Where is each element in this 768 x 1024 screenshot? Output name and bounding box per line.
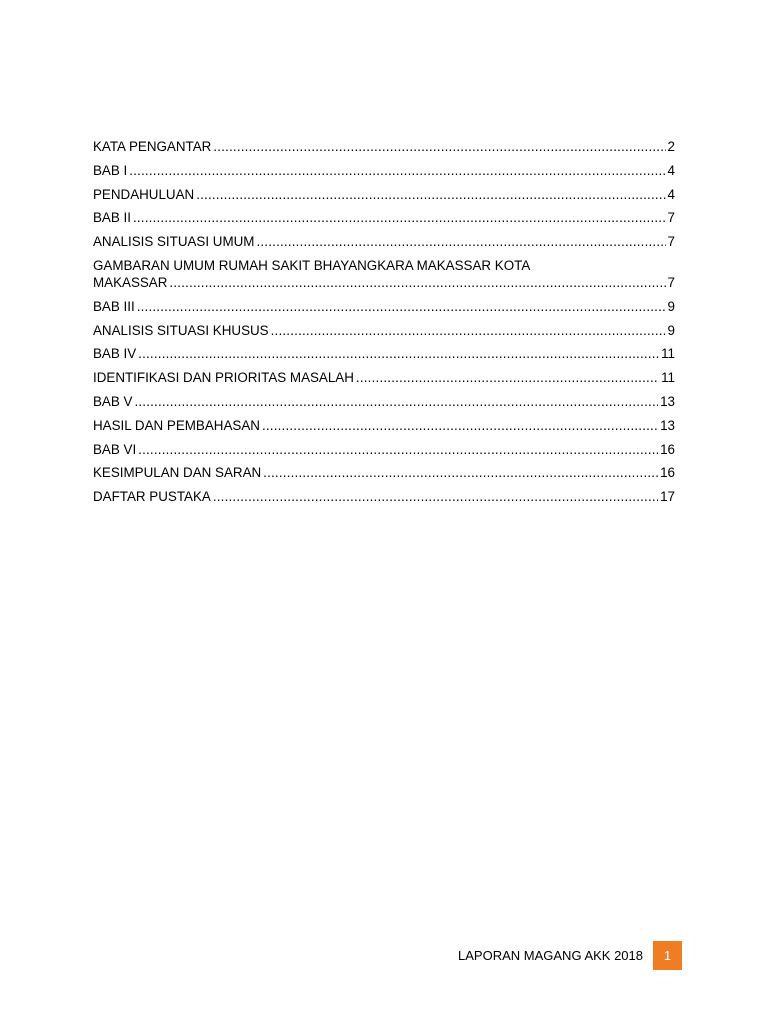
dot-leader <box>133 209 666 226</box>
dot-leader <box>262 417 658 434</box>
toc-entry-page: 7 <box>667 274 675 290</box>
dot-leader <box>129 162 665 179</box>
dot-leader <box>134 393 658 410</box>
dot-leader <box>138 345 659 362</box>
page-number-badge: 1 <box>653 941 682 970</box>
dot-leader <box>271 322 666 339</box>
toc-entry-page: 13 <box>660 417 675 433</box>
toc-entry-bab-i[interactable] <box>93 162 675 179</box>
toc-entry-page: 17 <box>660 489 675 505</box>
toc-entry-title-line2: MAKASSAR <box>93 274 168 290</box>
toc-entry-title: IDENTIFIKASI DAN PRIORITAS MASALAH <box>93 370 354 386</box>
toc-entry-page: 13 <box>660 393 675 409</box>
toc-entry-title: BAB III <box>93 298 135 314</box>
toc-entry-title: PENDAHULUAN <box>93 186 195 202</box>
toc-entry-page: 7 <box>667 234 675 250</box>
toc-entry-bab-iv[interactable] <box>93 345 675 362</box>
page-footer <box>458 941 682 970</box>
table-of-contents <box>93 138 675 512</box>
toc-entry-title: KESIMPULAN DAN SARAN <box>93 465 262 481</box>
toc-entry-page: 9 <box>667 322 675 338</box>
toc-entry-page: 2 <box>667 139 675 154</box>
toc-entry-title: BAB II <box>93 210 131 226</box>
toc-entry-analisis-situasi-umum[interactable] <box>93 233 675 250</box>
toc-entry-kata-pengantar[interactable] <box>93 138 675 155</box>
toc-entry-pendahuluan[interactable] <box>93 186 675 203</box>
toc-entry-kesimpulan-dan-saran[interactable] <box>93 464 675 481</box>
toc-entry-bab-ii[interactable] <box>93 209 675 226</box>
toc-entry-title: DAFTAR PUSTAKA <box>93 489 211 505</box>
dot-leader <box>137 298 666 315</box>
toc-entry-analisis-situasi-khusus[interactable] <box>93 322 675 339</box>
toc-entry-page: 11 <box>661 370 675 386</box>
dot-leader <box>356 369 659 386</box>
toc-entry-page: 11 <box>661 346 675 362</box>
toc-entry-page: 16 <box>660 441 675 457</box>
dot-leader <box>169 274 665 291</box>
toc-entry-title: BAB I <box>93 162 128 178</box>
toc-entry-title: BAB V <box>93 393 133 409</box>
toc-entry-page: 16 <box>660 465 675 481</box>
toc-entry-bab-vi[interactable] <box>93 441 675 458</box>
dot-leader <box>213 488 658 505</box>
toc-entry-title: BAB VI <box>93 441 137 457</box>
toc-entry-title: BAB IV <box>93 346 137 362</box>
toc-entry-bab-iii[interactable] <box>93 298 675 315</box>
toc-entry-page: 9 <box>667 298 675 314</box>
toc-entry-title: HASIL DAN PEMBAHASAN <box>93 417 260 433</box>
toc-entry-title: ANALISIS SITUASI UMUM <box>93 234 255 250</box>
toc-entry-identifikasi[interactable] <box>93 369 675 386</box>
toc-entry-daftar-pustaka[interactable] <box>93 488 675 505</box>
footer-label: LAPORAN MAGANG AKK 2018 <box>458 948 643 963</box>
toc-entry-bab-v[interactable] <box>93 393 675 410</box>
toc-entry-page: 7 <box>667 210 675 226</box>
dot-leader <box>213 138 665 155</box>
dot-leader <box>138 441 658 458</box>
dot-leader <box>256 233 665 250</box>
dot-leader <box>196 186 665 203</box>
toc-entry-title: ANALISIS SITUASI KHUSUS <box>93 322 269 338</box>
toc-entry-page: 4 <box>667 186 675 202</box>
toc-entry-title: KATA PENGANTAR <box>93 139 212 154</box>
toc-entry-hasil-dan-pembahasan[interactable] <box>93 417 675 434</box>
toc-entry-gambaran-umum[interactable] <box>93 257 675 291</box>
dot-leader <box>263 464 658 481</box>
toc-entry-page: 4 <box>667 162 675 178</box>
toc-entry-title-line1: GAMBARAN UMUM RUMAH SAKIT BHAYANGKARA MAKASSAR KOTA <box>93 257 531 273</box>
